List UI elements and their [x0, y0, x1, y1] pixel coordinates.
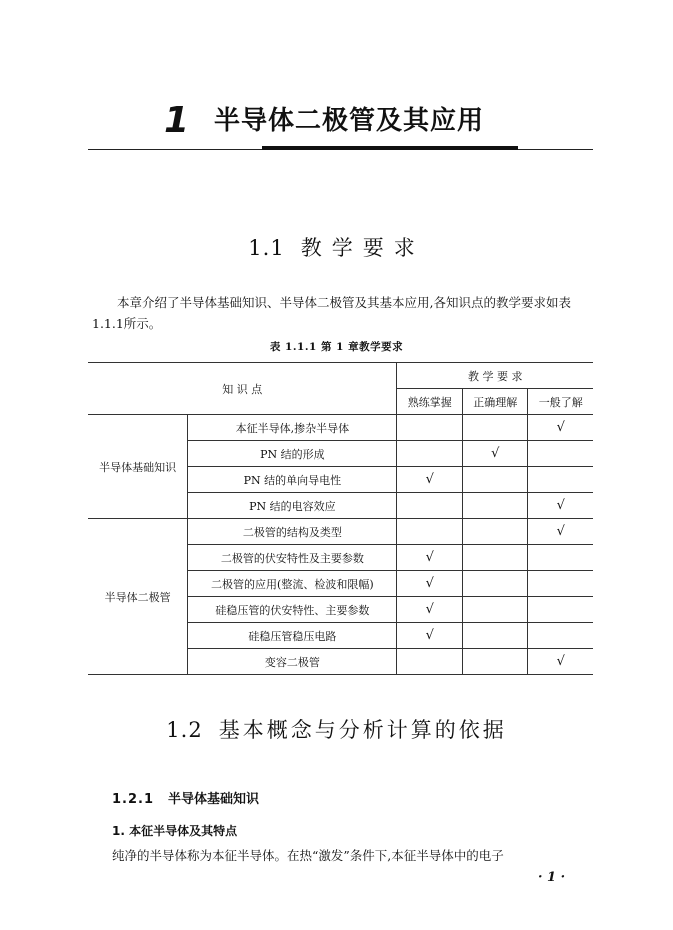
level-cell	[462, 571, 528, 597]
level-cell	[528, 597, 593, 623]
level-cell	[462, 623, 528, 649]
knowledge-item-cell: PN 结的电容效应	[188, 493, 397, 519]
chapter-title: 半导体二极管及其应用	[214, 106, 485, 136]
level-cell	[462, 545, 528, 571]
knowledge-item-cell: 二极管的结构及类型	[188, 519, 397, 545]
table-row	[88, 415, 593, 441]
knowledge-item-cell: 变容二极管	[188, 649, 397, 675]
level-cell: √	[528, 649, 593, 675]
section-heading-1-1	[0, 232, 673, 262]
header-level: 一般了解	[528, 389, 593, 415]
header-knowledge-points: 知 识 点	[88, 363, 397, 415]
section-number: 1.1	[248, 236, 285, 260]
section-heading-1-2	[0, 714, 673, 744]
level-cell: √	[397, 623, 463, 649]
level-cell	[397, 519, 463, 545]
section-number: 1.2	[166, 718, 203, 742]
chapter-number: 1	[164, 100, 190, 141]
knowledge-item-cell: 二极管的应用(整流、检波和限幅)	[188, 571, 397, 597]
level-cell	[462, 415, 528, 441]
header-level: 熟练掌握	[397, 389, 463, 415]
level-cell: √	[397, 467, 463, 493]
level-cell	[462, 493, 528, 519]
level-cell	[462, 467, 528, 493]
level-cell: √	[528, 519, 593, 545]
knowledge-item-cell: PN 结的单向导电性	[188, 467, 397, 493]
level-cell	[462, 597, 528, 623]
level-cell: √	[462, 441, 528, 467]
page-number: · 1 ·	[538, 870, 566, 885]
level-cell: √	[397, 597, 463, 623]
section-title: 教学要求	[300, 236, 425, 260]
subsubsection-heading: 1. 本征半导体及其特点	[112, 824, 238, 838]
knowledge-item-cell: PN 结的形成	[188, 441, 397, 467]
teaching-requirements-table	[88, 362, 593, 675]
chapter-rule-accent	[262, 146, 518, 150]
knowledge-item-cell: 硅稳压管稳压电路	[188, 623, 397, 649]
level-cell	[397, 415, 463, 441]
subsection-number: 1.2.1	[112, 792, 155, 807]
knowledge-item-cell: 二极管的伏安特性及主要参数	[188, 545, 397, 571]
section-title: 基本概念与分析计算的依据	[218, 718, 507, 742]
level-cell	[528, 441, 593, 467]
category-cell: 半导体二极管	[88, 519, 188, 675]
table-row	[88, 519, 593, 545]
subsection-heading	[112, 788, 259, 807]
table-caption: 表 1.1.1 第 1 章教学要求	[269, 341, 404, 353]
level-cell	[462, 649, 528, 675]
subsection-title: 半导体基础知识	[168, 792, 260, 807]
knowledge-item-cell: 本征半导体,掺杂半导体	[188, 415, 397, 441]
level-cell: √	[397, 545, 463, 571]
level-cell	[462, 519, 528, 545]
level-cell	[528, 623, 593, 649]
level-cell: √	[528, 493, 593, 519]
header-level: 正确理解	[462, 389, 528, 415]
level-cell	[528, 545, 593, 571]
level-cell	[397, 493, 463, 519]
level-cell	[528, 467, 593, 493]
knowledge-item-cell: 硅稳压管的伏安特性、主要参数	[188, 597, 397, 623]
body-paragraph: 纯净的半导体称为本征半导体。在热“激发”条件下,本征半导体中的电子	[112, 848, 504, 863]
header-teaching-requirements: 教 学 要 求	[397, 363, 593, 389]
level-cell	[528, 571, 593, 597]
intro-paragraph: 本章介绍了半导体基础知识、半导体二极管及其基本应用,各知识点的教学要求如表1.1.1所示。	[92, 295, 571, 331]
level-cell: √	[397, 571, 463, 597]
level-cell	[397, 649, 463, 675]
chapter-header	[88, 95, 593, 155]
category-cell: 半导体基础知识	[88, 415, 188, 519]
level-cell	[397, 441, 463, 467]
level-cell: √	[528, 415, 593, 441]
